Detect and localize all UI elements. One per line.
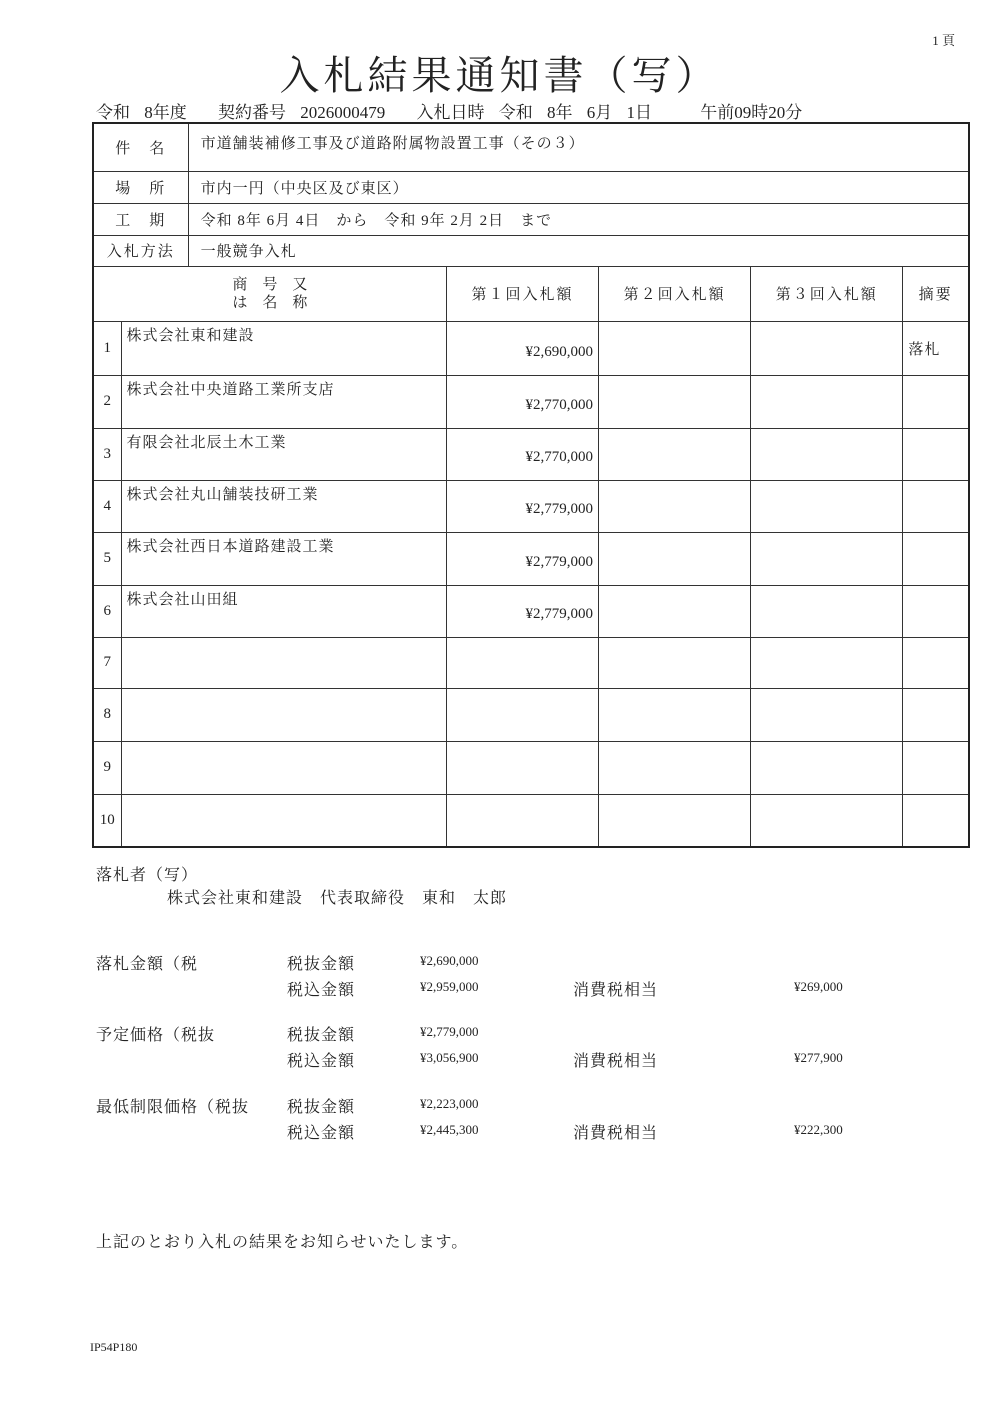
summary-excl-value: ¥2,223,000 — [420, 1096, 479, 1111]
closing-remark: 上記のとおり入札の結果をお知らせいたします。 — [96, 1234, 469, 1251]
third-bid-header: 第３回入札額 — [751, 266, 903, 321]
header-row-location — [93, 171, 969, 203]
first-bid-header: 第１回入札額 — [446, 266, 598, 321]
row-number: 8 — [93, 688, 121, 741]
summary-tax-value: ¥277,900 — [794, 1050, 843, 1065]
table-row — [93, 375, 969, 428]
company-name: 株式会社東和建設 — [121, 321, 446, 375]
row-note — [903, 741, 969, 794]
period-value: 令和 8年 6月 4日 から 令和 9年 2月 2日 まで — [188, 203, 969, 235]
table-row — [93, 637, 969, 688]
summary-tax-label: 消費税相当 — [573, 982, 659, 999]
method-value: 一般競争入札 — [188, 235, 969, 266]
header-row-method — [93, 235, 969, 266]
row-note — [903, 637, 969, 688]
summary-tax-value: ¥222,300 — [794, 1122, 843, 1137]
period-label: 工 期 — [93, 203, 188, 235]
third-bid-amount — [751, 321, 903, 375]
subject-label: 件 名 — [93, 123, 188, 171]
company-name: 株式会社西日本道路建設工業 — [121, 532, 446, 585]
first-bid-amount: ¥2,779,000 — [446, 585, 598, 637]
second-bid-amount — [599, 741, 751, 794]
first-bid-amount — [446, 637, 598, 688]
table-row — [93, 688, 969, 741]
second-bid-amount — [599, 688, 751, 741]
company-name — [121, 637, 446, 688]
document-title: 入札結果通知書（写） — [279, 53, 720, 98]
location-label: 場 所 — [93, 171, 188, 203]
row-number: 10 — [93, 794, 121, 847]
table-row — [93, 321, 969, 375]
third-bid-amount — [751, 375, 903, 428]
third-bid-amount — [751, 637, 903, 688]
subject-value: 市道舗装補修工事及び道路附属物設置工事（その３） — [188, 123, 969, 171]
row-number: 6 — [93, 585, 121, 637]
company-header-top: 商 号 又 — [232, 276, 308, 293]
summary-excl-value: ¥2,690,000 — [420, 953, 479, 968]
row-number: 7 — [93, 637, 121, 688]
first-bid-amount — [446, 794, 598, 847]
second-bid-amount — [599, 585, 751, 637]
row-note: 落札 — [903, 321, 969, 375]
second-bid-amount — [599, 375, 751, 428]
row-number: 2 — [93, 375, 121, 428]
row-note — [903, 428, 969, 480]
note-header: 摘要 — [903, 266, 969, 321]
company-name — [121, 741, 446, 794]
method-label: 入札方法 — [93, 235, 188, 266]
summary-excl-value: ¥2,779,000 — [420, 1024, 479, 1039]
first-bid-amount: ¥2,770,000 — [446, 375, 598, 428]
second-bid-amount — [599, 321, 751, 375]
summary-label: 予定価格（税抜 — [96, 1027, 216, 1044]
company-name — [121, 688, 446, 741]
bid-result-table — [92, 122, 970, 848]
row-number: 5 — [93, 532, 121, 585]
column-header-row — [93, 266, 969, 321]
third-bid-amount — [751, 480, 903, 532]
row-note — [903, 480, 969, 532]
first-bid-amount — [446, 688, 598, 741]
row-note — [903, 688, 969, 741]
summary-incl-label: 税込金額 — [287, 1125, 356, 1142]
table-row — [93, 585, 969, 637]
second-bid-amount — [599, 428, 751, 480]
first-bid-amount — [446, 741, 598, 794]
third-bid-amount — [751, 585, 903, 637]
first-bid-amount: ¥2,690,000 — [446, 321, 598, 375]
company-name: 株式会社丸山舗装技研工業 — [121, 480, 446, 532]
second-bid-amount — [599, 532, 751, 585]
bid-date: 入札日時 令和 8年 6月 1日 — [416, 103, 652, 122]
company-column-header — [93, 266, 446, 321]
page-number: 1 頁 — [932, 33, 955, 48]
company-name: 有限会社北辰土木工業 — [121, 428, 446, 480]
row-number: 3 — [93, 428, 121, 480]
row-number: 1 — [93, 321, 121, 375]
summary-label: 落札金額（税 — [96, 956, 199, 973]
winner-label: 落札者（写） — [96, 867, 199, 884]
header-row-subject — [93, 123, 969, 171]
first-bid-amount: ¥2,779,000 — [446, 532, 598, 585]
company-name: 株式会社中央道路工業所支店 — [121, 375, 446, 428]
summary-incl-label: 税込金額 — [287, 1053, 356, 1070]
table-row — [93, 428, 969, 480]
summary-incl-value: ¥2,959,000 — [420, 979, 479, 994]
second-bid-amount — [599, 637, 751, 688]
footer-code: IP54P180 — [90, 1340, 138, 1354]
table-row — [93, 741, 969, 794]
summary-incl-value: ¥2,445,300 — [420, 1122, 479, 1137]
table-row — [93, 794, 969, 847]
summary-label: 最低制限価格（税抜 — [96, 1099, 250, 1116]
row-note — [903, 375, 969, 428]
first-bid-amount: ¥2,779,000 — [446, 480, 598, 532]
summary-incl-label: 税込金額 — [287, 982, 356, 999]
company-header-bottom: は 名 称 — [232, 294, 308, 311]
row-note — [903, 585, 969, 637]
bid-rows — [93, 321, 969, 847]
summary-incl-value: ¥3,056,900 — [420, 1050, 479, 1065]
bid-time: 午前09時20分 — [700, 103, 803, 122]
summary-tax-label: 消費税相当 — [573, 1053, 659, 1070]
location-value: 市内一円（中央区及び東区） — [188, 171, 969, 203]
info-line — [96, 98, 802, 123]
third-bid-amount — [751, 741, 903, 794]
summary-excl-label: 税抜金額 — [287, 1099, 356, 1116]
row-number: 9 — [93, 741, 121, 794]
third-bid-amount — [751, 428, 903, 480]
second-bid-amount — [599, 794, 751, 847]
summary-excl-label: 税抜金額 — [287, 1027, 356, 1044]
row-number: 4 — [93, 480, 121, 532]
company-name: 株式会社山田組 — [121, 585, 446, 637]
header-row-period — [93, 203, 969, 235]
summary-tax-label: 消費税相当 — [573, 1125, 659, 1142]
third-bid-amount — [751, 688, 903, 741]
second-bid-header: 第２回入札額 — [599, 266, 751, 321]
second-bid-amount — [599, 480, 751, 532]
row-note — [903, 532, 969, 585]
contract-number: 契約番号 2026000479 — [218, 103, 386, 122]
fiscal-year: 令和 8年度 — [96, 103, 187, 122]
table-row — [93, 532, 969, 585]
company-name — [121, 794, 446, 847]
first-bid-amount: ¥2,770,000 — [446, 428, 598, 480]
summary-tax-value: ¥269,000 — [794, 979, 843, 994]
winner-detail: 株式会社東和建設 代表取締役 東和 太郎 — [167, 890, 508, 907]
table-row — [93, 480, 969, 532]
row-note — [903, 794, 969, 847]
third-bid-amount — [751, 532, 903, 585]
summary-excl-label: 税抜金額 — [287, 956, 356, 973]
third-bid-amount — [751, 794, 903, 847]
